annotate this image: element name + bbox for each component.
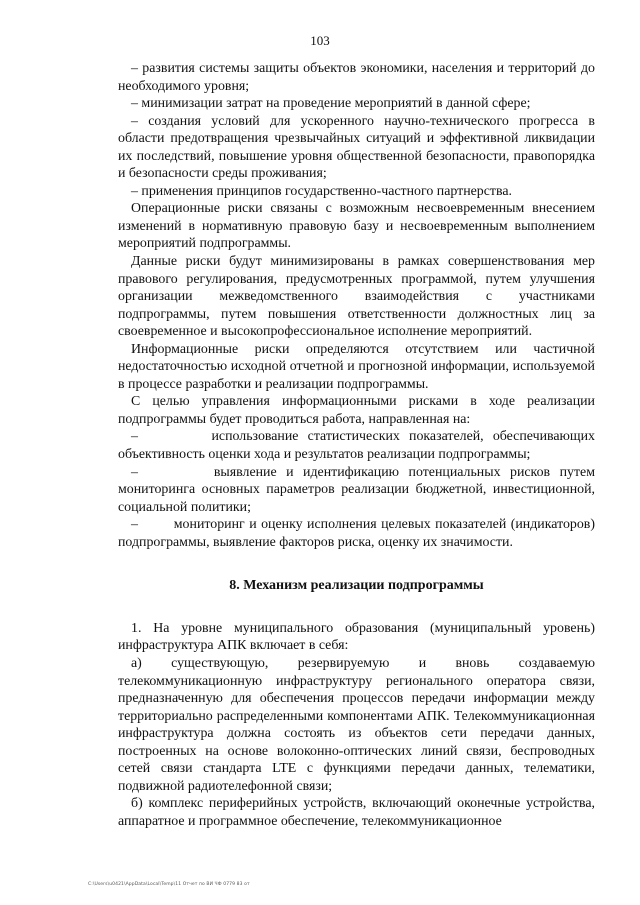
paragraph: – создания условий для ускоренного научно-технического прогресса в области предотвращения чрезвычайных ситуаций и эффективной ликвидации их последствий, повышение уровня общественной безопасности, правопорядка и безопасности среды проживания; xyxy=(118,113,595,182)
footer-path: С:\Users\u0421\AppData\Local\Temp\11 Отчет по ВИ ЧФ 0779 83 от xyxy=(88,882,250,887)
paragraph: Операционные риски связаны с возможным несвоевременным внесением изменений в нормативную правовую базу и несвоевременным выполнением мероприятий подпрограммы. xyxy=(118,201,595,252)
page-number: 103 xyxy=(310,33,330,48)
paragraph: б) комплекс периферийных устройств, включающий оконечные устройства, аппаратное и программное обеспечение, телекоммуникационное xyxy=(118,796,595,829)
paragraph: – мониторинг и оценку исполнения целевых показателей (индикаторов) подпрограммы, выявление факторов риска, оценку их значимости. xyxy=(118,517,599,550)
paragraph: а) существующую, резервируемую и вновь создаваемую телекоммуникационную инфраструктуру регионального оператора связи, предназначенную для обеспечения процессов передачи информации между территориально распределенными компонентами АПК. Телекоммуникационная инфраструктура должна состоять из объектов сети передачи данных, построенных на основе волоконно-оптических линий связи, беспроводных сетей связи стандарта LTE с функциями передачи данных, телематики, подвижной радиотелефонной связи; xyxy=(118,655,595,794)
paragraph: С целью управления информационными рисками в ходе реализации подпрограммы будет проводиться работа, направленная на: xyxy=(118,394,595,427)
paragraph: – выявление и идентификацию потенциальных рисков путем мониторинга основных параметров реализации бюджетной, инвестиционной, социальной политики; xyxy=(118,464,599,515)
paragraph: – минимизации затрат на проведение мероприятий в данной сфере; xyxy=(131,96,531,112)
section-heading: 8. Механизм реализации подпрограммы xyxy=(229,578,484,594)
paragraph: Информационные риски определяются отсутствием или частичной недостаточностью исходной отчетной и прогнозной информации, используемой в процессе разработки и реализации подпрограммы. xyxy=(118,341,595,392)
paragraph: – применения принципов государственно-частного партнерства. xyxy=(131,183,512,199)
paragraph: Данные риски будут минимизированы в рамках совершенствования мер правового регулирования, предусмотренных программой, путем улучшения организации межведомственного взаимодействия с участниками подпрограммы, путем повышения ответственности должностных лиц за своевременное и высокопрофессиональное исполнение мероприятий. xyxy=(118,254,595,340)
paragraph: – развития системы защиты объектов экономики, населения и территорий до необходимого уровня; xyxy=(118,61,595,94)
paragraph: 1. На уровне муниципального образования (муниципальный уровень) инфраструктура АПК включает в себя: xyxy=(118,620,595,654)
document-body xyxy=(118,60,599,830)
paragraph: – использование статистических показателей, обеспечивающих объективность оценки хода и результатов реализации подпрограммы; xyxy=(118,429,599,463)
